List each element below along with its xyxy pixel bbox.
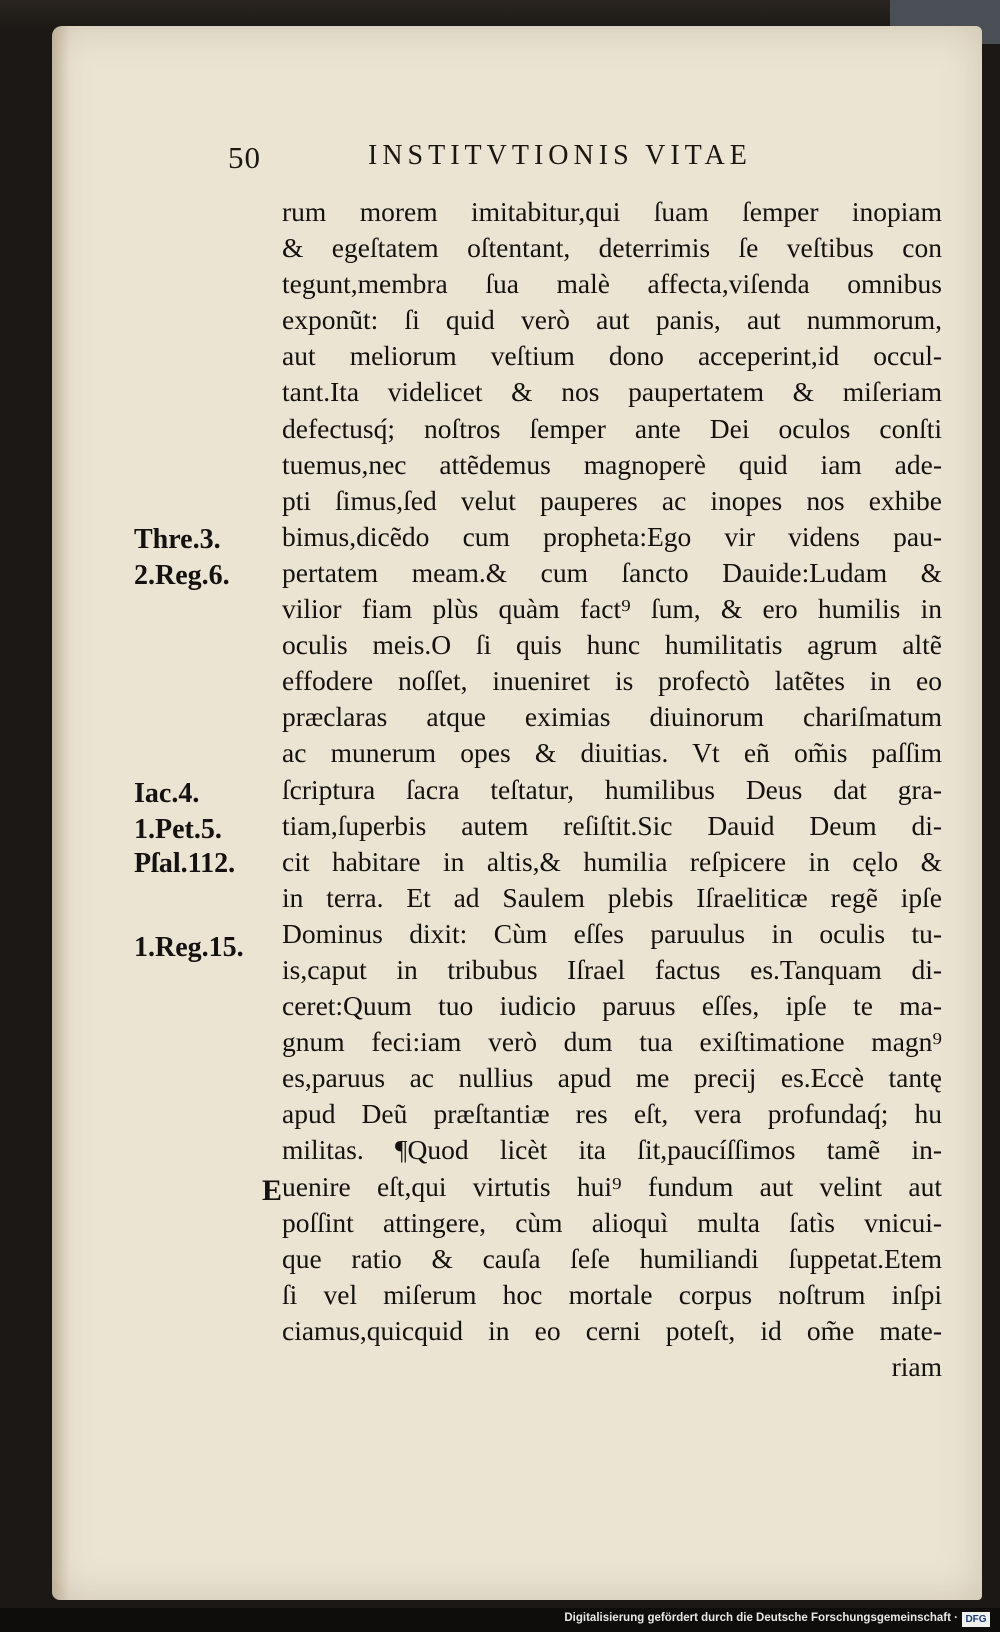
- body-text: [282, 194, 942, 1385]
- text-line: bimus,dicẽdo cum propheta:Ego vir videns pau-: [282, 520, 942, 552]
- text-line: tiam,ſuperbis autem reſiſtit.Sic Dauid Deum di-: [282, 809, 942, 841]
- text-line: ſcriptura ſacra teſtatur, humilibus Deus dat gra-: [282, 773, 942, 805]
- marginal-note-pet: 1.Pet.5.: [134, 814, 222, 845]
- marginal-note-reg15: 1.Reg.15.: [134, 932, 244, 963]
- text-line: pti ſimus,ſed velut pauperes ac inopes nos exhibe: [282, 484, 942, 516]
- text-line: militas. ¶Quod licèt ita ſit,paucíſſimos tamẽ in-: [282, 1134, 942, 1166]
- text-line: tegunt,membra ſua malè affecta,viſenda omnibus: [282, 268, 942, 300]
- text-line: tuemus,nec attẽdemus magnoperè quid iam ade-: [282, 448, 942, 480]
- text-line: apud Deũ præſtantiæ res eſt, vera profundaq́; hu: [282, 1098, 942, 1130]
- text-line: defectusq́; noſtros ſemper ante Dei oculos conſti: [282, 412, 942, 444]
- text-line: ceret:Quum tuo iudicio paruus eſſes, ipſe te ma-: [282, 990, 942, 1022]
- text-line: pertatem meam.& cum ſancto Dauide:Ludam &: [282, 556, 942, 588]
- text-line: ciamus,quicquid in eo cerni poteſt, id om̃e mate-: [282, 1314, 942, 1346]
- running-head: [228, 140, 868, 180]
- text-line: que ratio & cauſa ſeſe humiliandi ſuppetat.Etem: [282, 1242, 942, 1274]
- marginal-note-psal: Pſal.112.: [134, 848, 236, 879]
- text-line: præclaras atque eximias diuinorum chariſmatum: [282, 701, 942, 733]
- text-line: in terra. Et ad Saulem plebis Iſraeliticæ regẽ ipſe: [282, 881, 942, 913]
- marginal-note-iac: Iac.4.: [134, 778, 200, 809]
- text-line: Dominus dixit: Cùm eſſes paruulus in oculis tu-: [282, 917, 942, 949]
- page-number: 50: [228, 140, 261, 175]
- marginal-note-thre: Thre.3.: [134, 524, 221, 555]
- text-line: vilior fiam plùs quàm fact⁹ ſum, & ero humilis in: [282, 593, 942, 625]
- text-line: & egeſtatem oſtentant, deterrimis ſe veſtibus con: [282, 232, 942, 264]
- text-line: oculis meis.O ſi quis hunc humilitatis agrum altẽ: [282, 629, 942, 661]
- dfg-logo-icon: DFG: [962, 1612, 990, 1627]
- text-line: rum morem imitabitur,qui ſuam ſemper inopiam: [282, 196, 942, 227]
- text-line: poſſint attingere, cùm alioquì multa ſatìs vnicui-: [282, 1206, 942, 1238]
- text-line: aut meliorum veſtium dono acceperint,id occul-: [282, 340, 942, 372]
- page-gutter-shadow: [52, 26, 70, 1600]
- funding-credit: Digitalisierung gefördert durch die Deutsche Forschungsgemeinschaft ·: [564, 1612, 958, 1624]
- text-line: ſi vel miſerum hoc mortale corpus noſtrum inſpi: [282, 1278, 942, 1310]
- text-line: uenire eſt,qui virtutis hui⁹ fundum aut velint aut: [282, 1170, 942, 1202]
- text-line: exponũt: ſi quid verò aut panis, aut nummorum,: [282, 304, 942, 336]
- running-title: INSTITVTIONIS VITAE: [368, 140, 752, 171]
- catchword: riam: [891, 1351, 942, 1382]
- text-line: tant.Ita videlicet & nos paupertatem & miſeriam: [282, 376, 942, 408]
- text-line: es,paruus ac nullius apud me precij es.Eccè tantę: [282, 1062, 942, 1094]
- text-line: effodere noſſet, inueniret is profectò latẽtes in eo: [282, 665, 942, 697]
- text-line: ac munerum opes & diuitias. Vt eñ om̃is paſſim: [282, 737, 942, 769]
- marginal-note-reg6: 2.Reg.6.: [134, 560, 230, 591]
- section-letter: E: [262, 1174, 283, 1207]
- text-line: cit habitare in altis,& humilia reſpicere in cęlo &: [282, 845, 942, 877]
- text-line: gnum feci:iam verò dum tua exiſtimatione magn⁹: [282, 1026, 942, 1058]
- text-line: is,caput in tribubus Iſrael factus es.Tanquam di-: [282, 953, 942, 985]
